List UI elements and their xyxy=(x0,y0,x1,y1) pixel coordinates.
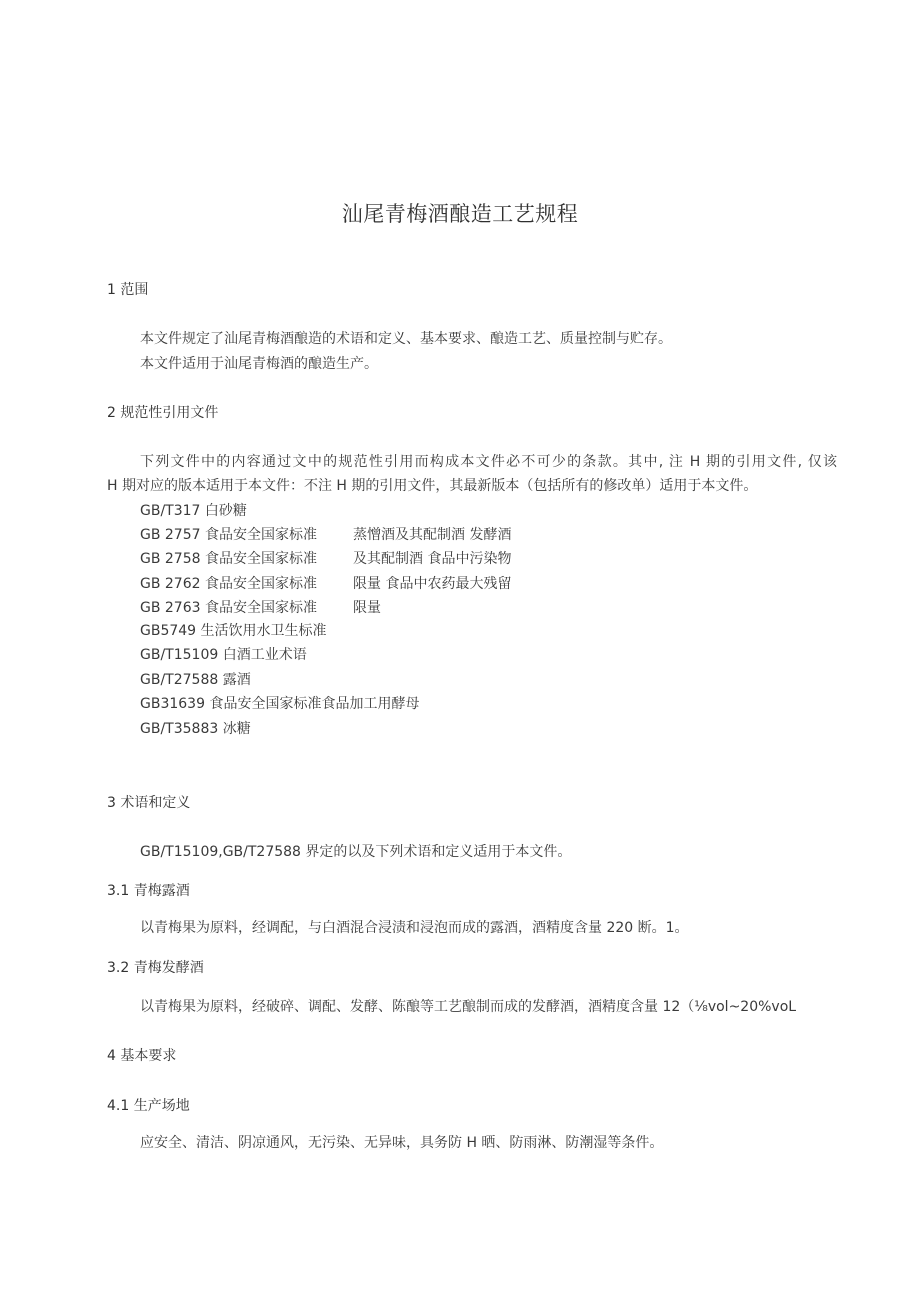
reference-item-continuation: 限量 xyxy=(353,600,381,616)
reference-item: GB/T27588 露酒 xyxy=(140,672,251,688)
term-3-2-definition: 以青梅果为原料，经破碎、调配、发酵、陈酿等工艺酿制而成的发酵酒，酒精度含量 12（⅛vol~20%voL xyxy=(140,999,797,1015)
section-3-intro: GB/T15109,GB/T27588 界定的以及下列术语和定义适用于本文件。 xyxy=(140,844,572,860)
section-1-paragraph-1: 本文件规定了汕尾青梅酒酿造的术语和定义、基本要求、酿造工艺、质量控制与贮存。 xyxy=(140,331,672,347)
reference-item: GB 2762 食品安全国家标准 xyxy=(140,576,317,592)
reference-item: GB/T317 白砂糖 xyxy=(140,503,247,519)
section-2-intro-line-2: H 期对应的版本适用于本文件：不注 H 期的引用文件，其最新版本（包括所有的修改单）适用于本文件。 xyxy=(107,478,758,494)
document-title: 汕尾青梅酒酿造工艺规程 xyxy=(341,202,579,226)
reference-item-continuation: 蒸憎酒及其配制酒 发酵酒 xyxy=(353,527,512,543)
reference-item-continuation: 限量 食品中农药最大残留 xyxy=(353,576,512,592)
section-2-intro-line-1: 下列文件中的内容通过文中的规范性引用而构成本文件必不可少的条款。其中, 注 H 期的引用文件, 仅该 xyxy=(140,454,837,470)
section-4-1-text: 应安全、清洁、阴凉通风，无污染、无异味，具务防 H 晒、防雨淋、防潮湿等条件。 xyxy=(140,1135,664,1151)
section-3-heading: 3 术语和定义 xyxy=(107,795,191,811)
reference-item: GB/T35883 冰糖 xyxy=(140,721,251,737)
reference-item: GB 2757 食品安全国家标准 xyxy=(140,527,317,543)
section-2-heading: 2 规范性引用文件 xyxy=(107,405,219,421)
reference-item: GB/T15109 白酒工业术语 xyxy=(140,647,307,663)
reference-item: GB 2763 食品安全国家标准 xyxy=(140,600,317,616)
reference-item-continuation: 及其配制酒 食品中污染物 xyxy=(353,551,512,567)
section-1-heading: 1 范围 xyxy=(107,282,149,298)
section-1-paragraph-2: 本文件适用于汕尾青梅酒的酿造生产。 xyxy=(140,356,378,372)
section-4-1-heading: 4.1 生产场地 xyxy=(107,1098,190,1114)
term-3-2-heading: 3.2 青梅发酵酒 xyxy=(107,960,204,976)
reference-item: GB 2758 食品安全国家标准 xyxy=(140,551,317,567)
reference-item: GB31639 食品安全国家标准食品加工用酵母 xyxy=(140,696,420,712)
term-3-1-definition: 以青梅果为原料，经调配，与白酒混合浸渍和浸泡而成的露酒，酒精度含量 220 断。1。 xyxy=(140,920,689,936)
reference-item: GB5749 生活饮用水卫生标准 xyxy=(140,623,327,639)
section-4-heading: 4 基本要求 xyxy=(107,1048,177,1064)
term-3-1-heading: 3.1 青梅露酒 xyxy=(107,883,190,899)
